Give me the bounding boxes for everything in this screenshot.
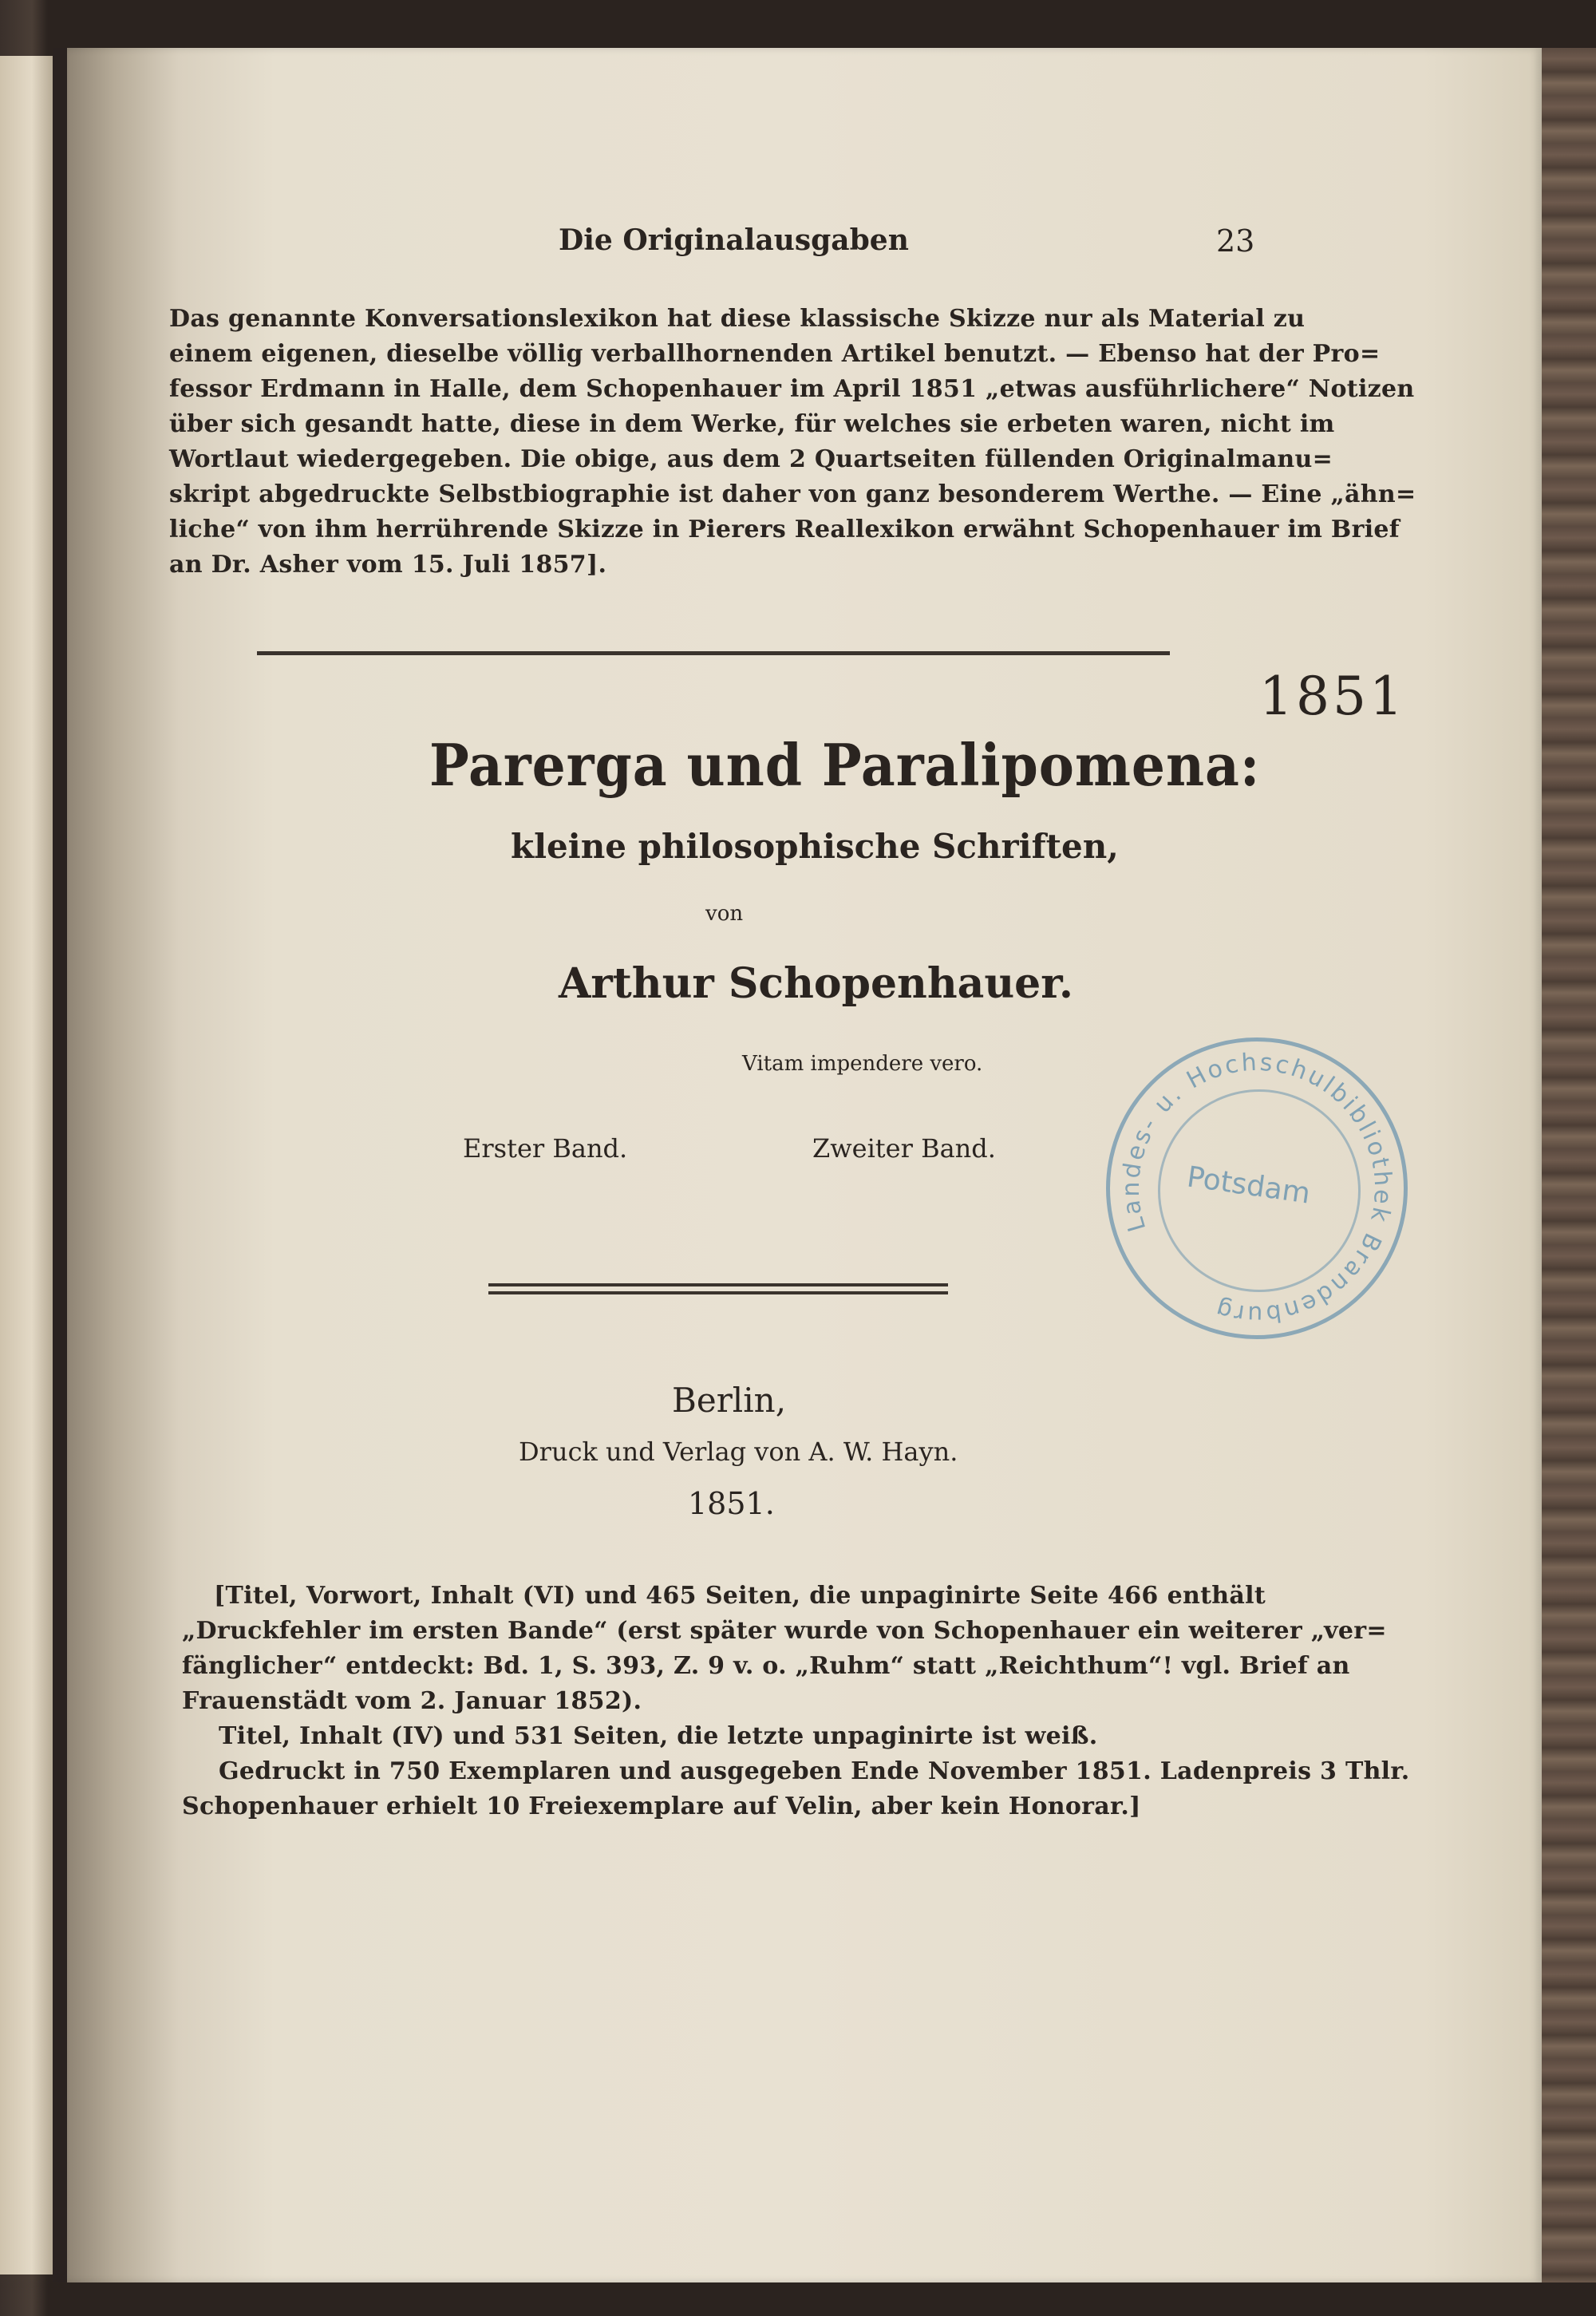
margin-year: 1851	[1259, 666, 1406, 727]
section-divider	[257, 651, 1170, 655]
notes-line: [Titel, Vorwort, Inhalt (VI) und 465 Seiten, die unpaginirte Seite 466 enthält	[214, 1582, 1266, 1610]
book-title: Parerga und Paralipomena:	[429, 731, 1261, 799]
intro-line: an Dr. Asher vom 15. Juli 1857].	[169, 551, 607, 579]
notes-line: fänglicher“ entdeckt: Bd. 1, S. 393, Z. 9 v. o. „Ruhm“ statt „Reichthum“! vgl. Brief an	[182, 1652, 1350, 1680]
intro-line: skript abgedruckte Selbstbiographie ist daher von ganz besonderem Werthe. — Eine „ähn=	[169, 480, 1416, 508]
volume-one: Erster Band.	[463, 1133, 628, 1164]
book-subtitle: kleine philosophische Schriften,	[511, 827, 1119, 866]
stamp-center-text: Potsdam	[1184, 1160, 1313, 1211]
notes-line: Titel, Inhalt (IV) und 531 Seiten, die letzte unpaginirte ist weiß.	[219, 1722, 1098, 1750]
intro-line: liche“ von ihm herrührende Skizze in Pierers Reallexikon erwähnt Schopenhauer im Brief	[169, 516, 1400, 543]
facing-page-edge	[0, 56, 53, 2275]
by-line: von	[705, 902, 744, 926]
running-title: Die Originalausgaben	[559, 223, 909, 257]
intro-line: Wortlaut wiedergegeben. Die obige, aus dem 2 Quartseiten füllenden Originalmanu=	[169, 445, 1333, 473]
notes-line: „Druckfehler im ersten Bande“ (erst später wurde von Schopenhauer ein weiterer „ver=	[182, 1617, 1387, 1645]
notes-line: Frauenstädt vom 2. Januar 1852).	[182, 1687, 642, 1715]
author-name: Arthur Schopenhauer.	[559, 959, 1073, 1008]
title-page-rule-bottom	[488, 1291, 948, 1294]
volume-two: Zweiter Band.	[812, 1133, 996, 1164]
imprint-year: 1851.	[688, 1486, 775, 1521]
book-gutter	[53, 48, 67, 2282]
book-cover-edge	[1542, 48, 1596, 2282]
notes-line: Gedruckt in 750 Exemplaren und ausgegeben Ende November 1851. Ladenpreis 3 Thlr.	[219, 1757, 1410, 1785]
imprint-city: Berlin,	[672, 1381, 787, 1420]
intro-line: über sich gesandt hatte, diese in dem Werke, für welches sie erbeten waren, nicht im	[169, 410, 1335, 438]
page-number: 23	[1216, 223, 1255, 259]
notes-paragraph	[182, 1579, 1410, 1824]
intro-line: Das genannte Konversationslexikon hat diese klassische Skizze nur als Material zu	[169, 305, 1306, 333]
library-stamp	[1106, 1037, 1408, 1339]
title-page-rule-top	[488, 1283, 948, 1286]
intro-paragraph	[169, 302, 1416, 583]
intro-line: fessor Erdmann in Halle, dem Schopenhauer im April 1851 „etwas ausführlichere“ Notizen	[169, 375, 1415, 403]
imprint-publisher: Druck und Verlag von A. W. Hayn.	[519, 1437, 958, 1467]
notes-line: Schopenhauer erhielt 10 Freiexemplare auf Velin, aber kein Honorar.]	[182, 1792, 1141, 1820]
intro-line: einem eigenen, dieselbe völlig verballhornenden Artikel benutzt. — Ebenso hat der Pro=	[169, 340, 1381, 368]
stamp-ring-text: Landes- u. Hochschulbibliothek Brandenburg	[1116, 1048, 1397, 1329]
motto: Vitam impendere vero.	[742, 1052, 983, 1076]
